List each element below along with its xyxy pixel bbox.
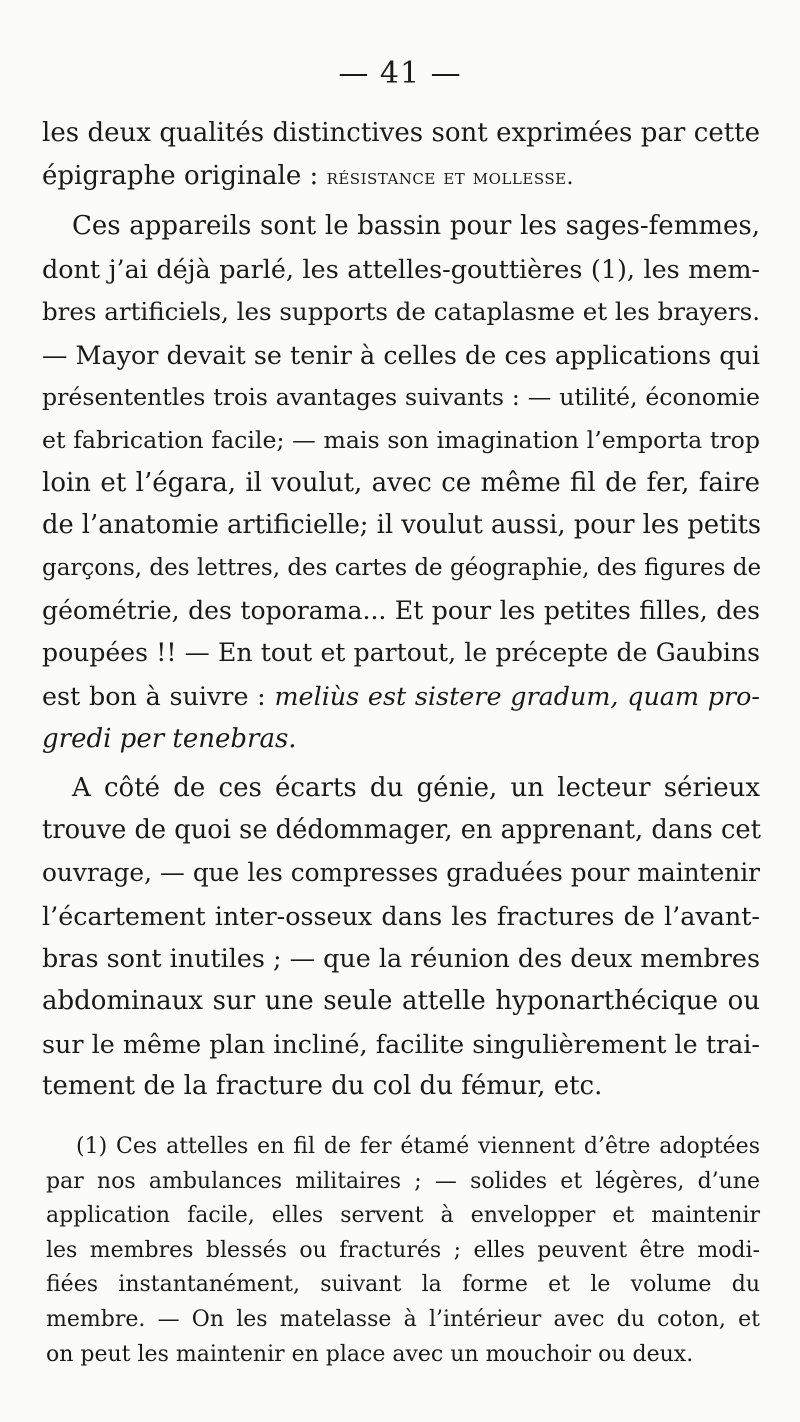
text-line: et fabrication facile; — mais son imagination l’emporta trop — [42, 425, 760, 454]
footnote-line: membre. — On les matelasse à l’intérieur avec du coton, et — [46, 1306, 760, 1332]
text-run: épigraphe originale : — [42, 160, 327, 191]
footnote-line: (1) Ces attelles en fil de fer étamé viennent d’être adoptées — [76, 1134, 760, 1159]
text-line: trouve de quoi se dédommager, en apprenant, dans cet — [42, 815, 761, 846]
footnote-line: les membres blessés ou fracturés ; elles peuvent être modi- — [46, 1237, 760, 1263]
text-run: est bon à suivre : — [42, 681, 275, 712]
text-line: l’écartement inter-osseux dans les fractures de l’avant- — [42, 900, 760, 931]
text-line: ouvrage, — que les compresses graduées pour maintenir — [42, 857, 760, 887]
footnote-line: on peut les maintenir en place avec un mouchoir ou deux. — [46, 1341, 694, 1367]
text-line: dont j’ai déjà parlé, les attelles-gouttières (1), les mem- — [42, 254, 760, 285]
text-line: bres artificiels, les supports de cataplasme et les brayers. — [42, 296, 760, 326]
footnote-line: par nos ambulances militaires ; — solides et légères, d’une — [46, 1168, 760, 1194]
footnote — [46, 1130, 760, 1372]
text-line: abdominaux sur une seule attelle hyponarthécique ou — [42, 986, 760, 1017]
footnote-line: fiées instantanément, suivant la forme et le volume du — [46, 1272, 760, 1298]
text-line: les deux qualités distinctives sont exprimées par cette — [42, 118, 760, 148]
text-line: Ces appareils sont le bassin pour les sages-femmes, — [72, 211, 760, 242]
text-line: présententles trois avantages suivants : — utilité, économie — [42, 383, 760, 412]
text-line: géométrie, des toporama... Et pour les petites filles, des — [42, 595, 760, 625]
smallcaps-epigraph: résistance et mollesse. — [326, 164, 575, 190]
page-number: — 41 — — [338, 56, 462, 91]
text-line — [42, 675, 760, 718]
text-line: poupées !! — En tout et partout, le précepte de Gaubins — [42, 638, 760, 668]
text-line: A côté de ces écarts du génie, un lecteur sérieux — [72, 772, 760, 803]
text-line — [42, 155, 760, 200]
text-line: garçons, des lettres, des cartes de géographie, des figures de — [42, 555, 762, 582]
text-line: loin et l’égara, il voulut, avec ce même fil de fer, faire — [42, 467, 760, 498]
text-line: de l’anatomie artificielle; il voulut aussi, pour les petits — [42, 510, 762, 541]
latin-quote-end: gredi per tenebras. — [42, 723, 297, 754]
text-line: sur le même plan incliné, facilite singulièrement le trai- — [42, 1028, 760, 1059]
text-line: bras sont inutiles ; — que la réunion des deux membres — [42, 943, 760, 974]
latin-quote: meliùs est sistere gradum, quam pro- — [274, 681, 760, 712]
footnote-line: application facile, elles servent à envelopper et maintenir — [46, 1203, 760, 1229]
text-line: — Mayor devait se tenir à celles de ces applications qui — [42, 339, 760, 370]
body-text — [42, 112, 760, 1108]
text-line: tement de la fracture du col du fémur, etc. — [42, 1071, 603, 1102]
